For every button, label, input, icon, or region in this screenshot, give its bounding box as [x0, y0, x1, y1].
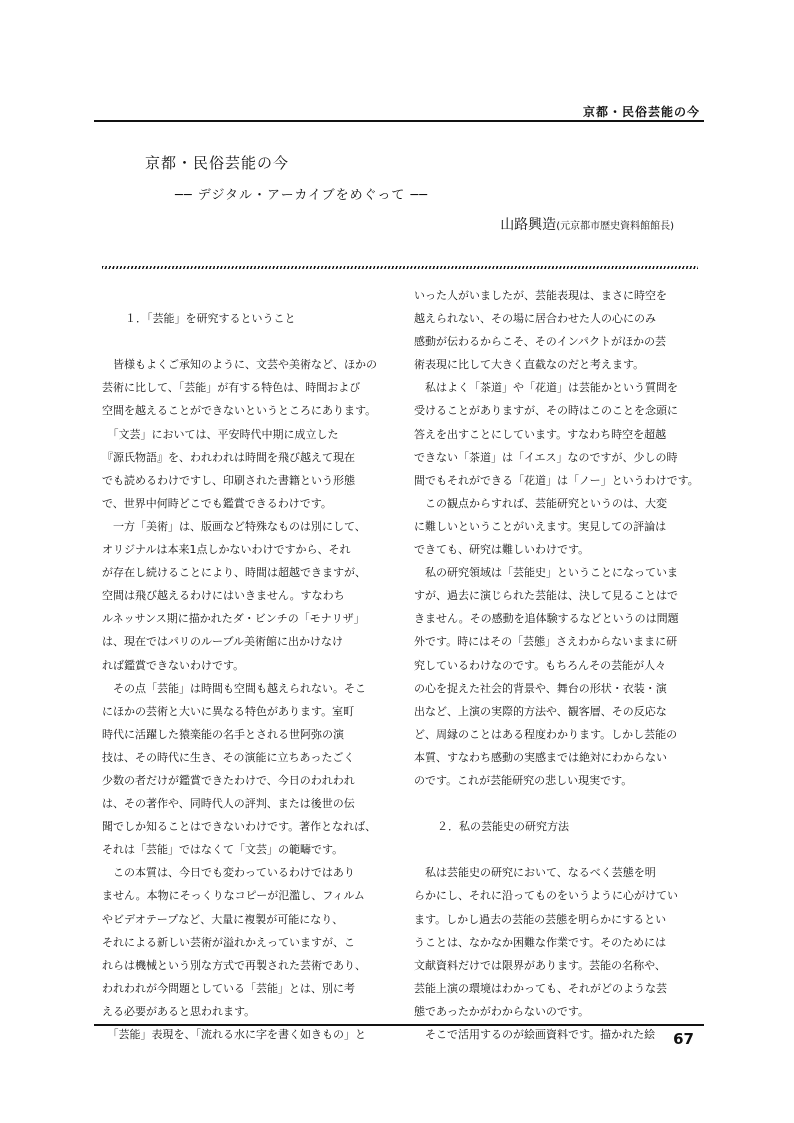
text-line: 芸能上演の環境はわかっても、それがどのような芸	[414, 981, 667, 995]
text-line: 空間を越えることができないというところにあります。	[102, 404, 377, 418]
text-line: ルネッサンス期に描かれたダ・ビンチの「モナリザ」	[102, 612, 365, 626]
text-line: 『源氏物語』を、われわれは時間を飛び越えて現在	[102, 450, 355, 464]
left-column	[102, 284, 392, 1046]
text-line: える必要があると思われます。	[102, 1004, 256, 1018]
text-line: 「文芸」においては、平安時代中期に成立した	[102, 427, 339, 441]
text-line: やビデオテープなど、大量に複製が可能になり、	[102, 912, 344, 926]
text-line: うことは、なかなか困難な作業です。そのためには	[414, 935, 667, 949]
text-line: 出など、上演の実際的方法や、観客層、その反応な	[414, 704, 667, 718]
text-line: らかにし、それに沿ってものをいうように心がけてい	[414, 889, 678, 903]
text-line: 文献資料だけでは限界があります。芸能の名称や、	[414, 958, 666, 972]
text-line: この本質は、今日でも変わっているわけではあり	[102, 866, 355, 880]
text-line: 答えを出すことにしています。すなわち時空を超越	[414, 427, 667, 441]
text-line	[414, 838, 704, 861]
text-line: のです。これが芸能研究の悲しい現実です。	[414, 773, 633, 787]
author-name: 山路興造	[500, 217, 557, 233]
text-line: 皆様もよくご承知のように、文芸や美術など、ほかの	[102, 358, 377, 372]
header-rule	[94, 120, 704, 122]
text-line: それによる新しい芸術が溢れかえっていますが、こ	[102, 935, 355, 949]
article-subtitle: ── デジタル・アーカイブをめぐって ──	[175, 188, 429, 203]
text-line: きません。その感動を追体験するなどというのは問題	[414, 612, 679, 626]
text-line: 本質、すなわち感動の実感までは絶対にわからない	[414, 750, 667, 764]
text-line: 少数の者だけが鑑賞できたわけで、今日のわれわれ	[102, 773, 355, 787]
text-line: オリジナルは本来1点しかないわけですから、それ	[102, 543, 351, 557]
article-title: 京都・民俗芸能の今	[145, 154, 290, 172]
text-line	[102, 284, 392, 307]
text-line: 感動が伝わるからこそ、そのインパクトがほかの芸	[414, 335, 667, 349]
text-line: それは「芸能」ではなくて「文芸」の範疇です。	[102, 843, 344, 857]
text-line: は、その著作や、同時代人の評判、または後世の伝	[102, 797, 355, 811]
text-line: 技は、その時代に生き、その演能に立ちあったごく	[102, 750, 355, 764]
text-line: 間でもそれができる「花道」は「ノー」というわけです。	[414, 473, 699, 487]
text-line: は、現在ではパリのルーブル美術館に出かけなけ	[102, 635, 344, 649]
text-line: ２．私の芸能史の研究方法	[426, 820, 569, 834]
text-line: できない「茶道」は「イエス」なのですが、少しの時	[414, 450, 678, 464]
text-line: の心を捉えた社会的背景や、舞台の形状・衣装・演	[414, 681, 667, 695]
author-line	[500, 214, 674, 234]
text-line: われわれが今問題としている「芸能」とは、別に考	[102, 981, 355, 995]
text-line	[102, 330, 392, 353]
text-line: 私は芸能史の研究において、なるべく芸態を明	[414, 866, 656, 880]
text-line: に難しいということがいえます。実見しての評論は	[414, 519, 667, 533]
text-line: 私はよく「茶道」や「花道」は芸能かという質問を	[414, 381, 678, 395]
text-line: １．「芸能」を研究するということ	[114, 312, 296, 326]
page-number: 67	[673, 1030, 694, 1048]
text-line: ません。本物にそっくりなコピーが氾濫し、フィルム	[102, 889, 365, 903]
text-line: できても、研究は難しいわけです。	[414, 543, 590, 557]
text-line: 究しているわけなのです。もちろんその芸能が人々	[414, 658, 667, 672]
text-line: が存在し続けることにより、時間は超越できますが、	[102, 566, 366, 580]
text-line: 外です。時にはその「芸態」さえわからないままに研	[414, 635, 678, 649]
text-line: 聞でしか知ることはできないわけです。著作となれば、	[102, 820, 377, 834]
text-line: 態であったかがわからないのです。	[414, 1004, 590, 1018]
text-line: 越えられない、その場に居合わせた人の心にのみ	[414, 312, 656, 326]
text-line: ます。しかし過去の芸能の芸態を明らかにするとい	[414, 912, 667, 926]
running-header: 京都・民俗芸能の今	[582, 105, 700, 119]
text-line: そこで活用するのが絵画資料です。描かれた絵	[414, 1028, 656, 1041]
text-line: 私の研究領域は「芸能史」ということになっていま	[414, 566, 678, 580]
text-line: 術表現に比して大きく直截なのだと考えます。	[414, 358, 645, 372]
text-line: 一方「美術」は、版画など特殊なものは別にして、	[102, 519, 366, 533]
text-line: 受けることがありますが、その時はこのことを念頭に	[414, 404, 678, 418]
text-line: 芸術に比して、「芸能」が有する特色は、時間および	[102, 381, 361, 395]
text-line: 「芸能」表現を、「流れる水に字を書く如きもの」と	[102, 1028, 366, 1041]
text-line: れらは機械という別な方式で再製された芸術であり、	[102, 958, 366, 972]
text-line: でも読めるわけですし、印刷された書籍という形態	[102, 473, 355, 487]
text-line: にほかの芸術と大いに異なる特色があります。室町	[102, 704, 355, 718]
footer-rule	[94, 1024, 704, 1026]
decorative-rule	[102, 266, 698, 269]
text-line: ど、周縁のことはある程度わかります。しかし芸能の	[414, 727, 678, 741]
text-line: いった人がいましたが、芸能表現は、まさに時空を	[414, 289, 667, 302]
author-role: (元京都市歴史資料館館長)	[556, 221, 674, 232]
text-line: その点「芸能」は時間も空間も越えられない。そこ	[102, 681, 366, 695]
right-column	[414, 284, 704, 1046]
text-line: 時代に活躍した猿楽能の名手とされる世阿弥の演	[102, 727, 344, 741]
text-line: 空間は飛び越えるわけにはいきません。すなわち	[102, 589, 345, 603]
text-line	[414, 792, 704, 815]
text-line: すが、過去に演じられた芸能は、決して見ることはで	[414, 589, 678, 603]
text-line: で、世界中何時どこでも鑑賞できるわけです。	[102, 496, 332, 510]
text-line: れば鑑賞できないわけです。	[102, 658, 245, 672]
text-line: この観点からすれば、芸能研究というのは、大変	[414, 496, 667, 510]
